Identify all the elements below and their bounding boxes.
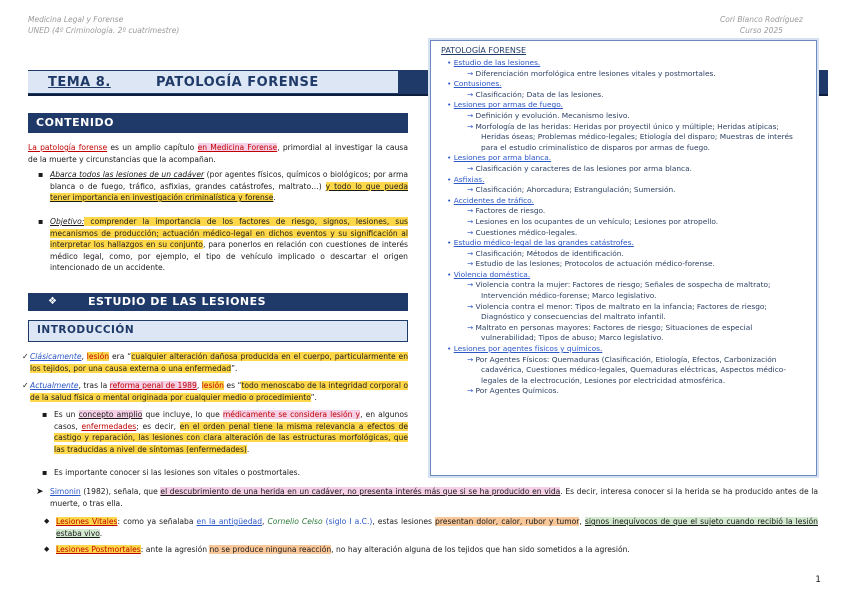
def-actual: Actualmente, tras la reforma penal de 1989, lesión es “todo menoscabo de la integridad corporal o de la salud física o mental originada por cualquier medio o procedimiento”. <box>30 381 409 402</box>
outline-subtopic: → Diferenciación morfológica entre lesiones vitales y postmortales. <box>441 69 809 80</box>
header-subject: Medicina Legal y Forense <box>28 15 124 24</box>
outline-subtopic: → Estudio de las lesiones; Protocolos de actuación médico-forense. <box>441 259 809 270</box>
contenido-bullet-1: Abarca todos las lesiones de un cadáver (por agentes físicos, químicos o biológicos; por arma blanca o de fuego, tráfico, asfixias, grandes catástrofes, maltrato…) y todo lo que pueda tener importancia en investigación criminalística y forense. <box>50 170 408 202</box>
outline-subtopic: → Definición y evolución. Mecanismo lesivo. <box>441 111 809 122</box>
estudio-bar <box>28 293 408 311</box>
header-year: Curso 2025 <box>739 26 783 35</box>
tema-number: TEMA 8. <box>48 75 111 90</box>
header-left <box>28 14 179 36</box>
outline-subtopic: → Morfología de las heridas: Heridas por proyectil único y múltiple; Heridas atípicas; Heridas óseas; Problemas médico-legales; Etiología del disparo; Muestras de interés para el estudio criminalístico de disparos por armas de fuego. <box>441 122 809 154</box>
page-title: PATOLOGÍA FORENSE <box>156 75 319 90</box>
contenido-intro: La patología forense es un amplio capítulo en Medicina Forense, primordial al investigar la causa de la muerte y circunstancias que la acompañan. <box>28 143 408 164</box>
vitales-postmortales: Es importante conocer si las lesiones son vitales o postmortales. <box>54 468 301 477</box>
lesiones-postmortales: Lesiones Postmortales: ante la agresión no se produce ninguna reacción, no hay alteración alguna de los tejidos que han sido sometidos a la agresión. <box>56 545 630 554</box>
outline-subtopic: → Cuestiones médico-legales. <box>441 228 809 239</box>
outline-topic: • Estudio de las lesiones. <box>441 58 809 69</box>
outline-subtopic: → Por Agentes Físicos: Quemaduras (Clasificación, Etiología, Efectos, Carbonización cadavérica, Cuestiones médico-legales, Quemaduras eléctricas, Aspectos médico-legales de la electrocución, Lesiones por electricidad atmosférica. <box>441 355 809 387</box>
bullet-square: ▪ <box>42 410 48 419</box>
bullet-square: ▪ <box>38 170 44 179</box>
outline-subtopic: → Factores de riesgo. <box>441 206 809 217</box>
header-right <box>720 14 803 36</box>
header-course: UNED (4º Criminología. 2º cuatrimestre) <box>28 26 180 35</box>
outline-topic: • Lesiones por arma blanca. <box>441 153 809 164</box>
contenido-bullet-2: Objetivo: comprender la importancia de los factores de riesgo, signos, lesiones, sus mecanismos de producción; actuación médico-legal en dichos eventos y su significación al interpretar los hallazgos en su conjunto, para ponerlos en relación con cuestiones de interés médico legal, como, por ejemplo, el tipo de vehículo implicado o descartar el origen intencionado de un accidente. <box>50 217 409 272</box>
check-icon: ✓ <box>22 381 29 390</box>
diamond-bullet-icon: ◆ <box>44 545 50 553</box>
bullet-square: ▪ <box>38 217 44 226</box>
introduccion-heading: INTRODUCCIÓN <box>37 324 135 336</box>
outline-subtopic: → Violencia contra el menor: Tipos de maltrato en la infancia; Factores de riesgo; Diagnóstico y consecuencias del maltrato infantil. <box>441 302 809 323</box>
arrow-bullet-icon: ➤ <box>36 487 44 497</box>
outline-subtopic: → Clasificación y caracteres de las lesiones por arma blanca. <box>441 164 809 175</box>
outline-subtopic: → Lesiones en los ocupantes de un vehículo; Lesiones por atropello. <box>441 217 809 228</box>
diamond-bullet-icon: ◆ <box>44 517 50 525</box>
outline-topic: • Asfixias. <box>441 175 809 186</box>
outline-topic: • Lesiones por agentes físicos y químicos. <box>441 344 809 355</box>
outline-subtopic: → Maltrato en personas mayores: Factores de riesgo; Situaciones de especial vulnerabilidad; Tipos de abuso; Marco legislativo. <box>441 323 809 344</box>
outline-subtopic: → Clasificación; Ahorcadura; Estrangulación; Sumersión. <box>441 185 809 196</box>
outline-subtopic: → Por Agentes Químicos. <box>441 386 809 397</box>
contenido-bar <box>28 113 408 133</box>
term-patologia: La patología forense <box>28 143 108 152</box>
outline-topic: • Estudio médico-legal de las grandes catástrofes. <box>441 238 809 249</box>
contenido-heading: CONTENIDO <box>36 116 114 129</box>
outline-topic: • Accidentes de tráfico. <box>441 196 809 207</box>
header-author: Cori Blanco Rodríguez <box>720 15 803 24</box>
outline-topic: • Lesiones por armas de fuego. <box>441 100 809 111</box>
outline-title: PATOLOGÍA FORENSE <box>441 46 527 55</box>
outline-subtopic: → Clasificación; Métodos de identificación. <box>441 249 809 260</box>
page-number: 1 <box>815 575 821 585</box>
simonin-paragraph: Simonin (1982), señala, que el descubrimiento de una herida en un cadáver, no presenta interés más que si se ha producido en vida. Es decir, interesa conocer si la herida se ha producido antes de la muerte, o tras ella. <box>50 487 818 508</box>
outline-subtopic: → Clasificación; Data de las lesiones. <box>441 90 809 101</box>
introduccion-box <box>28 320 408 342</box>
outline-panel <box>430 40 817 476</box>
check-icon: ✓ <box>22 352 29 361</box>
outline-list <box>441 58 809 397</box>
lesiones-vitales: Lesiones Vitales: como ya señalaba en la antigüedad, Cornelio Celso (siglo I a.C.), estas lesiones presentan dolor, calor, rubor y tumor, signos inequívocos de que el sujeto cuando recibió la lesión estaba vivo. <box>56 517 818 538</box>
estudio-heading: ESTUDIO DE LAS LESIONES <box>88 295 267 308</box>
outline-topic: • Contusiones. <box>441 79 809 90</box>
bullet-square: ▪ <box>42 468 48 477</box>
diamond-icon: ❖ <box>48 296 57 307</box>
def-clasica: Clásicamente, lesión era “cualquier alteración dañosa producida en el cuerpo, particularmente en los tejidos, por una causa externa o una enfermedad”. <box>30 352 409 373</box>
term-medicina-forense: en Medicina Forense <box>197 143 278 152</box>
outline-subtopic: → Violencia contra la mujer: Factores de riesgo; Señales de sospecha de maltrato; Intervención médico-forense; Marco legislativo. <box>441 280 809 301</box>
concepto-amplio: Es un concepto amplio que incluye, lo que médicamente se considera lesión y, en algunos casos, enfermedades; es decir, en el orden penal tiene la misma relevancia a efectos de castigo y reparación, las lesiones con clara alteración de las estructuras morfológicas, que las traducidas a nivel de síntomas (enfermedades). <box>54 410 408 454</box>
outline-topic: • Violencia doméstica. <box>441 270 809 281</box>
